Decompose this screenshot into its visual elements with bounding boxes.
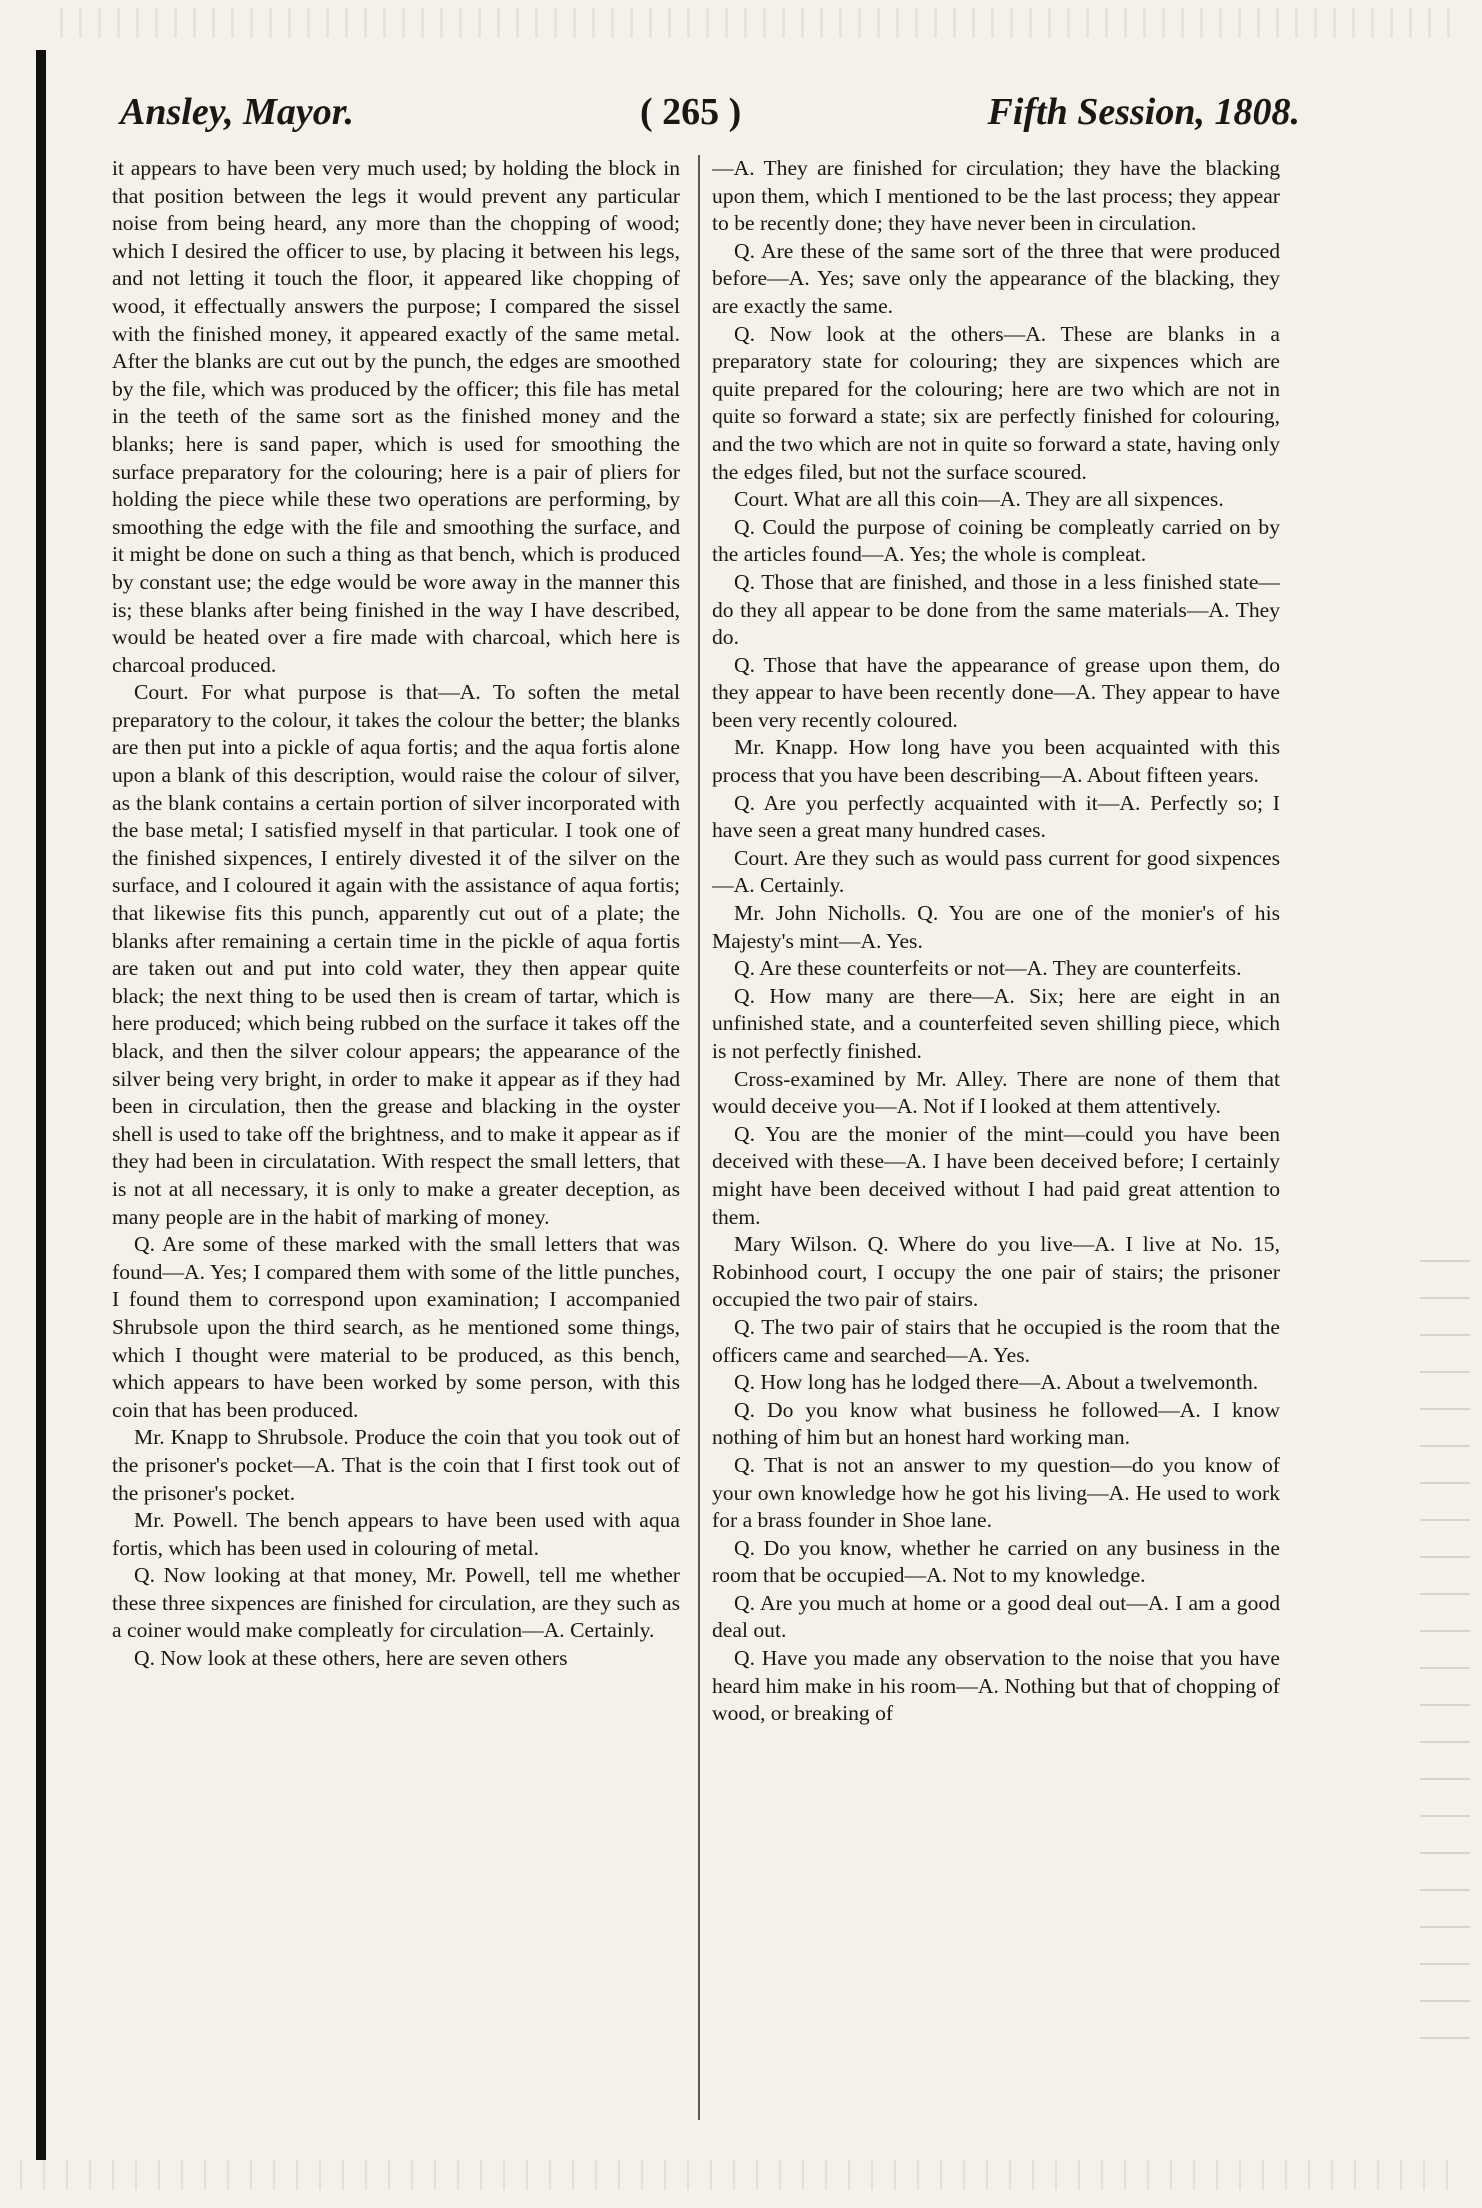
paragraph: Q. Are these of the same sort of the three that were produced before—A. Yes; save only the appearance of the blacking, they are exactly the same. xyxy=(712,238,1280,318)
paragraph: Q. Have you made any observation to the noise that you have heard him make in his room—A. Nothing but that of chopping of wood, or breaking of xyxy=(712,1646,1280,1726)
right-column xyxy=(712,155,1280,2105)
paragraph: Q. Are you perfectly acquainted with it—A. Perfectly so; I have seen a great many hundred cases. xyxy=(712,790,1280,843)
paragraph: Mary Wilson. Q. Where do you live—A. I live at No. 15, Robinhood court, I occupy the one pair of stairs; the prisoner occupied the two pair of stairs. xyxy=(712,1232,1280,1312)
paragraph: Q. Are you much at home or a good deal out—A. I am a good deal out. xyxy=(712,1590,1280,1643)
paragraph: Mr. Knapp to Shrubsole. Produce the coin that you took out of the prisoner's pocket—A. That is the coin that I first took out of the prisoner's pocket. xyxy=(112,1425,680,1505)
page-number: ( 265 ) xyxy=(640,91,742,133)
paragraph: Q. Those that have the appearance of grease upon them, do they appear to have been recently done—A. They appear to have been very recently coloured. xyxy=(712,652,1280,732)
paragraph: Q. Do you know, whether he carried on any business in the room that be occupied—A. Not to my knowledge. xyxy=(712,1535,1280,1588)
paragraph: Q. Do you know what business he followed—A. I know nothing of him but an honest hard working man. xyxy=(712,1397,1280,1450)
header-mayor: Ansley, Mayor. xyxy=(120,91,354,133)
paragraph: Q. That is not an answer to my question—do you know of your own knowledge how he got his living—A. He used to work for a brass founder in Shoe lane. xyxy=(712,1452,1280,1533)
paragraph: Q. How long has he lodged there—A. About a twelvemonth. xyxy=(734,1370,1259,1395)
header-session: Fifth Session, 1808. xyxy=(987,91,1300,133)
paragraph: Q. The two pair of stairs that he occupied is the room that the officers came and searched—A. Yes. xyxy=(712,1314,1280,1367)
paragraph: Mr. John Nicholls. Q. You are one of the monier's of his Majesty's mint—A. Yes. xyxy=(712,901,1280,953)
paragraph: Cross-examined by Mr. Alley. There are none of them that would deceive you—A. Not if I looked at them attentively. xyxy=(712,1066,1280,1119)
scan-noise-right xyxy=(1420,1260,1470,2060)
paragraph: Court. What are all this coin—A. They are all sixpences. xyxy=(734,487,1224,512)
paragraph: Q. Are some of these marked with the small letters that was found—A. Yes; I compared them with some of the little punches, I found them to correspond upon examination; I accompanied Shrubsole upon the third search, as he mentioned some things, which I thought were material to be produced, as this bench, which appears to have been worked by some person, with this coin that has been produced. xyxy=(112,1232,680,1422)
paragraph: Q. Those that are finished, and those in a less finished state—do they all appear to be done from the same materials—A. They do. xyxy=(712,569,1280,650)
column-divider xyxy=(698,155,700,2120)
paragraph: Mr. Knapp. How long have you been acquainted with this process that you have been describing—A. About fifteen years. xyxy=(712,735,1280,788)
page-header xyxy=(120,90,1300,150)
paragraph: Q. You are the monier of the mint—could you have been deceived with these—A. I have been deceived before; I certainly might have been deceived without I had paid great attention to them. xyxy=(712,1121,1280,1229)
paragraph: it appears to have been very much used; by holding the block in that position between the legs it would prevent any particular noise from being heard, any more than the chopping of wood; which I desired the officer to use, by placing it between his legs, and not letting it touch the floor, it appeared like chopping of wood, it effectually answers the purpose; I compared the sissel with the finished money, it appeared exactly of the same metal. After the blanks are cut out by the punch, the edges are smoothed by the file, which was produced by the officer; this file has metal in the teeth of the same sort as the finished money and the blanks; here is sand paper, which is used for smoothing the surface preparatory for the colouring; here is a pair of pliers for holding the piece while these two operations are performing, by smoothing the edge with the file and smoothing the surface, and it might be done on such a thing as that bench, which is produced by constant use; the edge would be wore away in the manner this is; these blanks after being finished in the way I have described, would be heated over a fire made with charcoal, which here is charcoal produced. xyxy=(112,156,680,677)
paragraph: Court. Are they such as would pass current for good sixpences—A. Certainly. xyxy=(712,845,1280,898)
scan-noise-top xyxy=(60,8,1460,38)
book-spine-edge xyxy=(36,50,46,2160)
paragraph: Q. Now looking at that money, Mr. Powell, tell me whether these three sixpences are finished for circulation, are they such as a coiner would make compleatly for circulation—A. Certainly. xyxy=(112,1563,680,1643)
paragraph: Q. Are these counterfeits or not—A. They are counterfeits. xyxy=(734,956,1242,981)
paragraph: Court. For what purpose is that—A. To soften the metal preparatory to the colour, it takes the colour the better; the blanks are then put into a pickle of aqua fortis; and the aqua fortis alone upon a blank of this description, would raise the colour of silver, as the blank contains a certain portion of silver incorporated with the base metal; I satisfied myself in that particular. I took one of the finished sixpences, I entirely divested it of the silver on the surface, and I coloured it again with the assistance of aqua fortis; that likewise fits this punch, apparently cut out of a plate; the blanks after remaining a certain time in the pickle of aqua fortis are taken out and put into cold water, they then appear quite black; the next thing to be used then is cream of tartar, which is here produced; which being rubbed on the surface it takes off the black, and then the silver colour appears; the appearance of the silver being very bright, in order to make it appear as if they had been in circulation, then the grease and blacking in the oyster shell is used to take off the brightness, and to make it appear as if they had been in circulatation. With respect the small letters, that is not at all necessary, it is only to make a greater deception, as many people are in the habit of marking of money. xyxy=(112,680,680,1229)
scan-noise-bottom xyxy=(20,2160,1460,2190)
paragraph: Q. Now look at these others, here are seven others xyxy=(134,1646,568,1671)
paragraph: —A. They are finished for circulation; they have the blacking upon them, which I mentioned to be the last process; they appear to be recently done; they have never been in circulation. xyxy=(712,156,1280,236)
paragraph: Q. Now look at the others—A. These are blanks in a preparatory state for colouring; they are sixpences which are quite prepared for the colouring; here are two which are not in quite so forward a state; six are perfectly finished for colouring, and the two which are not in quite so forward a state, having only the edges filed, but not the surface scoured. xyxy=(712,321,1280,484)
paragraph: Q. How many are there—A. Six; here are eight in an unfinished state, and a counterfeited seven shilling piece, which is not perfectly finished. xyxy=(712,983,1280,1063)
left-column xyxy=(112,155,680,2105)
paragraph: Q. Could the purpose of coining be compleatly carried on by the articles found—A. Yes; the whole is compleat. xyxy=(712,514,1280,567)
paragraph: Mr. Powell. The bench appears to have been used with aqua fortis, which has been used in colouring of metal. xyxy=(112,1508,680,1560)
